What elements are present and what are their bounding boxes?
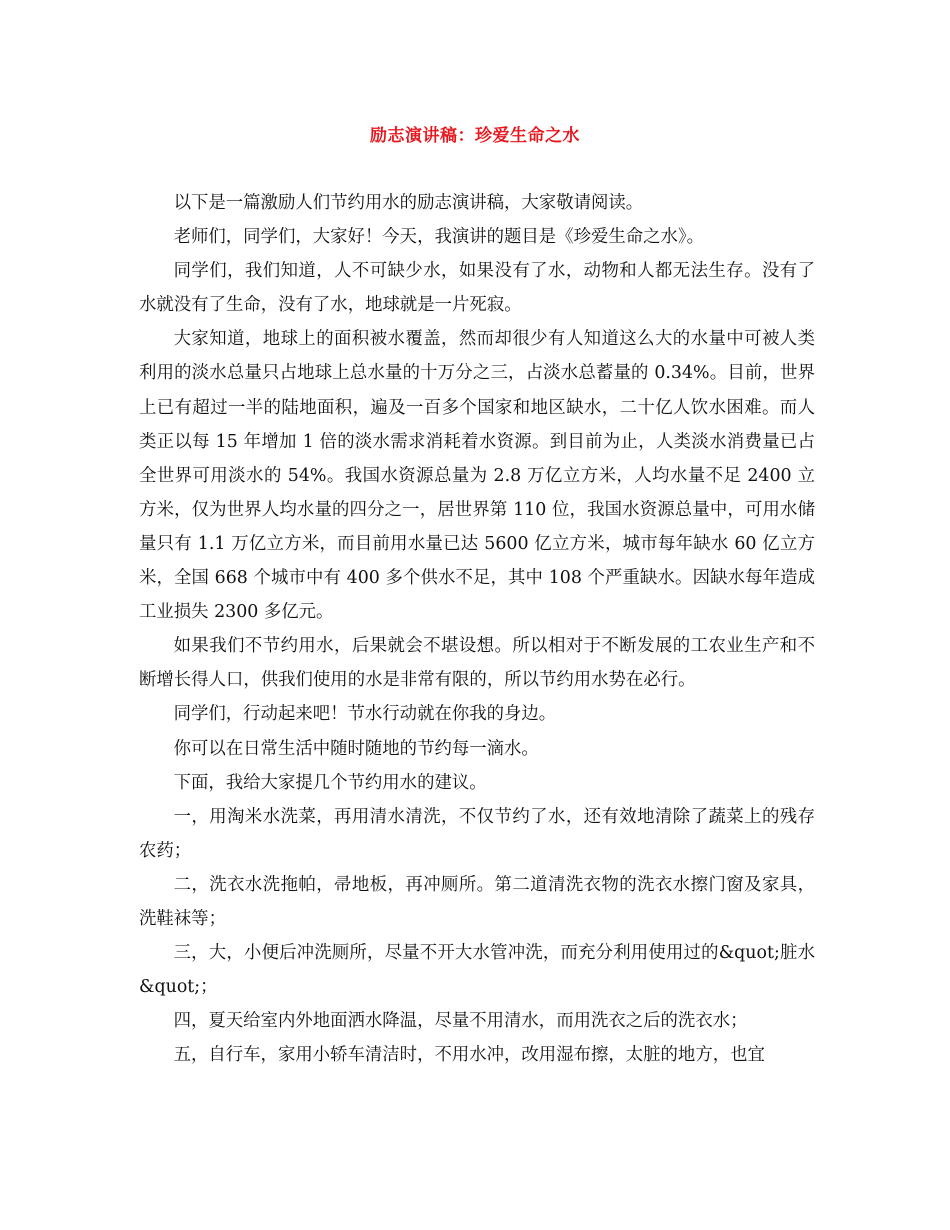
paragraph-suggestion-4: 四，夏天给室内外地面洒水降温，尽量不用清水，而用洗衣之后的洗衣水；: [173, 1011, 748, 1032]
document-title: 励志演讲稿：珍爱生命之水: [370, 126, 580, 146]
paragraph-suggestion-5: 五，自行车，家用小轿车清洁时，不用水冲，改用湿布擦，太脏的地方，也宜: [173, 1045, 765, 1066]
paragraph-suggestion-3: 三，大，小便后冲洗厕所，尽量不开大水管冲洗，而充分利用使用过的&quot;脏水&quot;；: [139, 943, 815, 998]
paragraph-suggestion-2: 二，洗衣水洗拖帕，帚地板，再冲厕所。第二道清洗衣物的洗衣水擦门窗及家具，洗鞋袜等；: [139, 874, 815, 929]
document-body: [139, 186, 815, 1072]
paragraph-water-importance: 同学们，我们知道，人不可缺少水，如果没有了水，动物和人都无法生存。没有了水就没有了生命，没有了水，地球就是一片死寂。: [139, 261, 815, 316]
paragraph-water-statistics: 大家知道，地球上的面积被水覆盖，然而却很少有人知道这么大的水量中可被人类利用的淡水总量只占地球上总水量的十万分之三，占淡水总蓄量的 0.34%。目前，世界上已有超过一半的陆地面积，遍及一百多个国家和地区缺水，二十亿人饮水困难。而人类正以每 15 年增加 1 倍的淡水需求消耗着水资源。到目前为止，人类淡水消费量已占全世界可用淡水的 54%。我国水资源总量为 2.8 万亿立方米，人均水量不足 2400 立方米，仅为世界人均水量的四分之一，居世界第 110 位，我国水资源总量中，可用水储量只有 1.1 万亿立方米，而目前用水量已达 5600 亿立方米，城市每年缺水 60 亿立方米，全国 668 个城市中有 400 多个供水不足，其中 108 个严重缺水。因缺水每年造成工业损失 2300 多亿元。: [139, 329, 815, 623]
paragraph-suggestion-1: 一，用淘米水洗菜，再用清水清洗，不仅节约了水，还有效地清除了蔬菜上的残存农药；: [139, 806, 815, 861]
paragraph-suggestions-intro: 下面，我给大家提几个节约用水的建议。: [173, 772, 487, 793]
paragraph-call-to-action: 同学们，行动起来吧！节水行动就在你我的身边。: [173, 704, 557, 725]
paragraph-daily-saving: 你可以在日常生活中随时随地的节约每一滴水。: [173, 738, 539, 759]
paragraph-intro: 以下是一篇激励人们节约用水的励志演讲稿，大家敬请阅读。: [173, 193, 644, 213]
paragraph-consequences: 如果我们不节约用水，后果就会不堪设想。所以相对于不断发展的工农业生产和不断增长得人口，供我们使用的水是非常有限的，所以节约用水势在必行。: [139, 636, 815, 691]
paragraph-greeting: 老师们，同学们，大家好！今天，我演讲的题目是《珍爱生命之水》。: [173, 227, 705, 248]
